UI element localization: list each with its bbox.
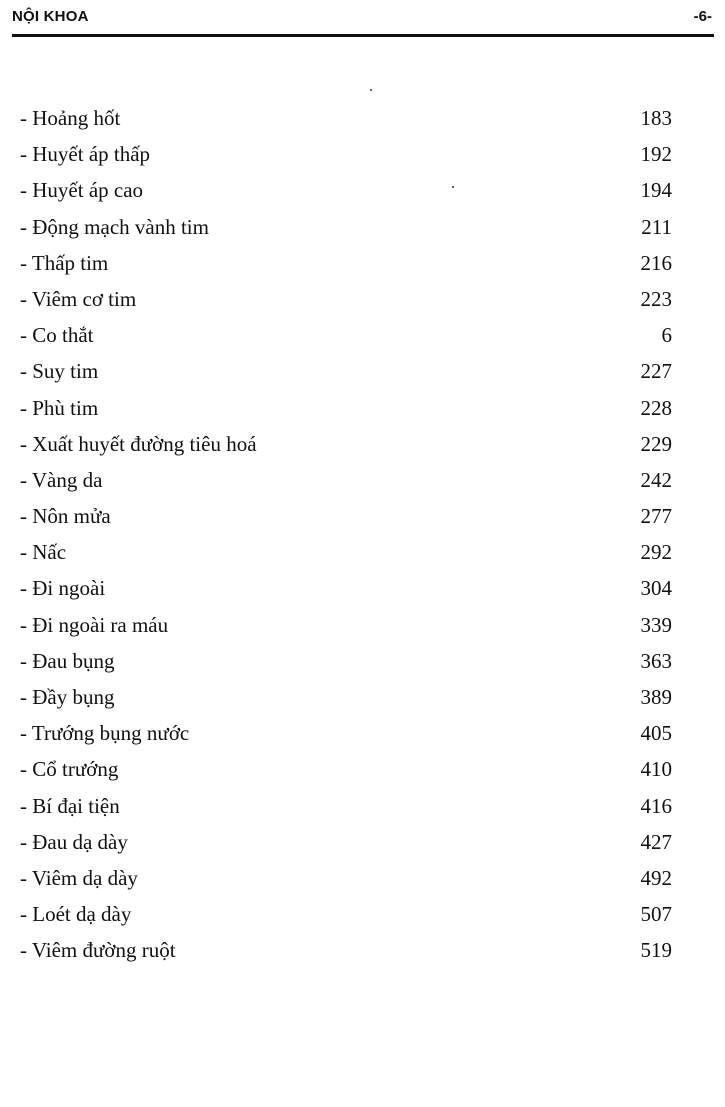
toc-entry-page-number: 228 [640,395,672,420]
toc-entry-label: - Hoảng hốt [20,106,121,130]
header-rule [12,34,714,37]
toc-entry [20,534,680,570]
toc-entry-label: - Thấp tim [20,250,109,275]
toc-entry-page-number: 216 [640,250,672,275]
toc-entry [20,353,680,389]
toc-entry-label: - Co thắt [20,323,94,348]
toc-entry [20,643,680,679]
toc-entry-label: - Đau dạ dày [20,829,128,854]
toc-entry [20,860,680,896]
toc-entry-label: - Nấc [20,540,67,565]
toc-entry-page-number: 416 [640,793,672,818]
toc-entry-label: - Xuất huyết đường tiêu hoá [20,431,257,456]
toc-entry-label: - Động mạch vành tim [20,214,209,239]
toc-entry [20,172,680,208]
toc-entry-page-number: 363 [640,648,672,673]
toc-entry-label: - Loét dạ dày [20,902,132,927]
toc-entry-label: - Viêm dạ dày [20,865,138,890]
toc-entry [20,245,680,281]
toc-entry [20,498,680,534]
toc-entry-label: - Đau bụng [20,648,115,673]
toc-entry-label: - Huyết áp cao [20,178,144,203]
toc-entry-page-number: 227 [640,359,672,384]
toc-entry-label: - Viêm cơ tim [20,286,137,311]
toc-entry-label: - Vàng da [20,467,103,492]
toc-entry [20,788,680,824]
toc-entry-page-number: 211 [641,214,672,239]
toc-entry [20,751,680,787]
toc-entry [20,607,680,643]
toc-entry-label: - Suy tim [20,359,99,384]
toc-entry-label: - Viêm đường ruột [20,938,176,963]
toc-entry [20,679,680,715]
toc-entry-label: - Đi ngoài ra máu [20,612,169,637]
toc-entry-page-number: 194 [640,178,672,203]
toc-entry-label: - Đi ngoài [20,576,106,601]
toc-entry-page-number: 304 [640,576,672,601]
scan-speck [370,89,372,91]
toc-entry-page-number: 292 [640,540,672,565]
toc-entry [20,462,680,498]
toc-entry [20,209,680,245]
toc-entry-page-number: 277 [640,504,672,529]
toc-entry [20,281,680,317]
toc-entry-label: - Đầy bụng [20,685,115,709]
toc-entry-page-number: 192 [640,142,672,167]
toc-entry-label: - Trướng bụng nước [20,721,190,746]
toc-entry [20,317,680,353]
toc-entry-page-number: 183 [640,106,672,130]
toc-entry [20,136,680,172]
toc-entry-page-number: 389 [640,685,672,709]
toc-entry-page-number: 427 [640,829,672,854]
toc-entry-page-number: 242 [640,467,672,492]
toc-entry [20,390,680,426]
toc-entry [20,896,680,932]
toc-entry [20,932,680,968]
toc-entry-label: - Phù tim [20,395,99,420]
table-of-contents [20,100,680,969]
toc-entry [20,715,680,751]
toc-entry-page-number: 229 [640,431,672,456]
toc-entry [20,824,680,860]
toc-entry-page-number: 507 [640,902,672,927]
page-header [12,6,712,32]
toc-entry-page-number: 410 [640,757,672,782]
toc-entry-page-number: 223 [640,286,672,311]
toc-entry-label: - Cổ trướng [20,757,119,782]
toc-entry-label: - Bí đại tiện [20,793,120,818]
page-number: -6- [693,8,712,25]
toc-entry [20,100,680,136]
toc-entry-label: - Nôn mửa [20,504,111,529]
section-title: NỘI KHOA [12,8,89,25]
toc-entry-label: - Huyết áp thấp [20,142,151,167]
toc-entry-page-number: 492 [640,865,672,890]
toc-entry-page-number: 6 [661,323,672,348]
toc-entry-page-number: 519 [640,938,672,963]
toc-entry-page-number: 405 [640,721,672,746]
toc-entry [20,426,680,462]
toc-entry [20,570,680,606]
toc-entry-page-number: 339 [640,612,672,637]
